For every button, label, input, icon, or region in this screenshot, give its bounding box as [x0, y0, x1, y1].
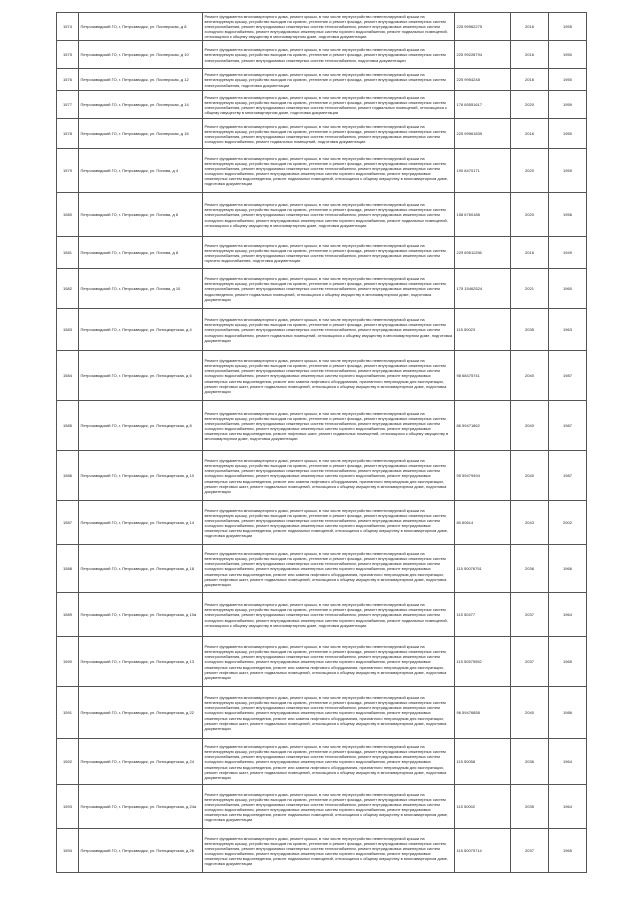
row-build-year: 1955	[549, 13, 587, 41]
row-address: Петрозаводский ГО, г. Петрозаводск, ул. Пятицкяртская, д 14	[79, 501, 203, 545]
row-build-year: 1987	[549, 401, 587, 451]
capital-repair-register-table	[56, 12, 587, 873]
row-address: Петрозаводский ГО, г. Петрозаводск, ул. Пятицкяртская, д 10а	[79, 593, 203, 637]
row-repair-year: 2040	[511, 351, 549, 401]
table-row	[57, 593, 587, 637]
row-build-year: 1950	[549, 41, 587, 69]
row-repair-year: 2016	[511, 13, 549, 41]
row-number: 1583	[57, 309, 79, 351]
row-cost: 80 60614	[455, 501, 511, 545]
row-number: 1585	[57, 401, 79, 451]
row-repair-year: 2020	[511, 193, 549, 237]
row-address: Петрозаводский ГО, г. Петрозаводск, ул. Пятицкяртская, д 24а	[79, 785, 203, 829]
row-works: Ремонт фундамента многоквартирного дома, ремонт крыши, в том числе переустройство невентилируемой крыши на вентилируемую крышу, устройство выходов на кровлю, утепление и ремонт фасада, ремонт внутридомовых инженерных систем электроснабжения, ремонт внутридомовых инженерных систем теплоснабжения, ремонт внутридомовых инженерных систем холодного водоснабжения, ремонт внутридомовых инженерных систем горячего водоснабжения, ремонт внутридомовых инженерных систем водоотведения, ремонт подвальных помещений, относящихся к общему имуществу в многоквартирном доме, подготовка документации	[203, 829, 455, 873]
row-cost: 98 68475741	[455, 351, 511, 401]
table-row	[57, 401, 587, 451]
row-repair-year: 2037	[511, 593, 549, 637]
row-build-year: 1987	[549, 351, 587, 401]
row-number: 1586	[57, 451, 79, 501]
row-works: Ремонт фундамента многоквартирного дома, ремонт крыши, в том числе переустройство невентилируемой крыши на вентилируемую крышу, устройство выходов на кровлю, утепление и ремонт фасада, ремонт внутридомовых инженерных систем электроснабжения, ремонт внутридомовых инженерных систем теплоснабжения, ремонт подвальных помещений, относящихся к общему имуществу в многоквартирном доме, подготовка документации	[203, 91, 455, 119]
table-row	[57, 309, 587, 351]
row-works: Ремонт фундамента многоквартирного дома, ремонт крыши, в том числе переустройство невентилируемой крыши на вентилируемую крышу, устройство выходов на кровлю, утепление и ремонт фасада, ремонт внутридомовых инженерных систем электроснабжения, ремонт внутридомовых инженерных систем теплоснабжения, ремонт внутридомовых инженерных систем водоотведения, ремонт подвальных помещений, относящихся к общему имуществу в многоквартирном доме, подготовка документации	[203, 269, 455, 309]
row-build-year: 1959	[549, 149, 587, 193]
row-address: Петрозаводский ГО, г. Петрозаводск, ул. Пионерская, д 12	[79, 69, 203, 91]
table-row	[57, 237, 587, 269]
row-number: 1594	[57, 829, 79, 873]
row-cost: 115 50075714	[455, 829, 511, 873]
row-build-year: 1965	[549, 829, 587, 873]
row-works: Ремонт фундамента многоквартирного дома, ремонт крыши, в том числе переустройство невентилируемой крыши на вентилируемую крышу, устройство выходов на кровлю, утепление и ремонт фасада, ремонт внутридомовых инженерных систем электроснабжения, ремонт внутридомовых инженерных систем теплоснабжения, ремонт внутридомовых инженерных систем горячего водоснабжения, подготовка документации	[203, 237, 455, 269]
row-cost: 115 50076751	[455, 545, 511, 593]
row-address: Петрозаводский ГО, г. Петрозаводск, ул. Пятицкяртская, д 13	[79, 637, 203, 687]
table-row	[57, 739, 587, 785]
row-build-year: 1949	[549, 237, 587, 269]
row-cost: 158 6760188	[455, 193, 511, 237]
row-address: Петрозаводский ГО, г. Петрозаводск, ул. Попова, д 4	[79, 149, 203, 193]
row-number: 1584	[57, 351, 79, 401]
row-cost: 115 50023	[455, 309, 511, 351]
table-row	[57, 785, 587, 829]
row-repair-year: 2036	[511, 739, 549, 785]
row-works: Ремонт фундамента многоквартирного дома, ремонт крыши, в том числе переустройство невентилируемой крыши на вентилируемую крышу, устройство выходов на кровлю, утепление и ремонт фасада, ремонт внутридомовых инженерных систем электроснабжения, ремонт внутридомовых инженерных систем теплоснабжения, ремонт внутридомовых инженерных систем холодного водоснабжения, ремонт внутридомовых инженерных систем горячего водоснабжения, ремонт внутридомовых инженерных систем водоотведения, ремонт подвальных помещений, относящихся к общему имуществу в многоквартирном доме, подготовка документации	[203, 501, 455, 545]
row-works: Ремонт фундамента многоквартирного дома, ремонт крыши, в том числе переустройство невентилируемой крыши на вентилируемую крышу, устройство выходов на кровлю, утепление и ремонт фасада, ремонт внутридомовых инженерных систем электроснабжения, ремонт внутридомовых инженерных систем теплоснабжения, ремонт внутридомовых инженерных систем холодного водоснабжения, ремонт внутридомовых инженерных систем горячего водоснабжения, ремонт внутридомовых инженерных систем водоотведения, ремонт или замена лифтового оборудования, признанного непригодным для эксплуатации, ремонт лифтовых шахт, ремонт подвальных помещений, относящихся к общему имуществу в многоквартирном доме, подготовка документации	[203, 687, 455, 739]
row-repair-year: 2040	[511, 401, 549, 451]
row-cost: 225 9954248	[455, 69, 511, 91]
row-build-year: 1964	[549, 785, 587, 829]
row-repair-year: 2040	[511, 451, 549, 501]
row-works: Ремонт фундамента многоквартирного дома, ремонт крыши, в том числе переустройство невентилируемой крыши на вентилируемую крышу, устройство выходов на кровлю, утепление и ремонт фасада, ремонт внутридомовых инженерных систем электроснабжения, ремонт внутридомовых инженерных систем теплоснабжения, ремонт внутридомовых инженерных систем холодного водоснабжения, ремонт внутридомовых инженерных систем горячего водоснабжения, ремонт внутридомовых инженерных систем водоотведения, ремонт подвальных помещений, относящихся к общему имуществу в многоквартирном доме, подготовка документации	[203, 785, 455, 829]
row-works: Ремонт фундамента многоквартирного дома, ремонт крыши, в том числе переустройство невентилируемой крыши на вентилируемую крышу, устройство выходов на кровлю, утепление и ремонт фасада, ремонт внутридомовых инженерных систем электроснабжения, ремонт внутридомовых инженерных систем теплоснабжения, ремонт внутридомовых инженерных систем холодного водоснабжения, ремонт внутридомовых инженерных систем горячего водоснабжения, ремонт внутридомовых инженерных систем водоотведения, ремонт или замена лифтового оборудования, признанного непригодным для эксплуатации, ремонт лифтовых шахт, ремонт подвальных помещений, относящихся к общему имуществу в многоквартирном доме, подготовка документации	[203, 637, 455, 687]
row-build-year: 1960	[549, 269, 587, 309]
row-cost: 115 50477	[455, 593, 511, 637]
table-row	[57, 91, 587, 119]
table-row	[57, 193, 587, 237]
row-number: 1581	[57, 237, 79, 269]
table-row	[57, 687, 587, 739]
row-works: Ремонт фундамента многоквартирного дома, ремонт крыши, в том числе переустройство невентилируемой крыши на вентилируемую крышу, устройство выходов на кровлю, утепление и ремонт фасада, ремонт внутридомовых инженерных систем электроснабжения, ремонт внутридомовых инженерных систем теплоснабжения, ремонт внутридомовых инженерных систем холодного водоснабжения, ремонт внутридомовых инженерных систем горячего водоснабжения, ремонт внутридомовых инженерных систем водоотведения, ремонт или замена лифтового оборудования, признанного непригодным для эксплуатации, ремонт лифтовых шахт, ремонт подвальных помещений, относящихся к общему имуществу в многоквартирном доме, подготовка документации	[203, 739, 455, 785]
row-repair-year: 2016	[511, 237, 549, 269]
row-number: 1577	[57, 91, 79, 119]
row-repair-year: 2036	[511, 545, 549, 593]
row-cost: 175 15462524	[455, 269, 511, 309]
table-row	[57, 41, 587, 69]
row-address: Петрозаводский ГО, г. Петрозаводск, ул. Пионерская, д 8	[79, 13, 203, 41]
table-row	[57, 351, 587, 401]
table-row	[57, 545, 587, 593]
row-address: Петрозаводский ГО, г. Петрозаводск, ул. Пятицкяртская, д 10	[79, 451, 203, 501]
row-build-year: 1987	[549, 451, 587, 501]
row-repair-year: 2037	[511, 829, 549, 873]
table-row	[57, 149, 587, 193]
row-repair-year: 2021	[511, 269, 549, 309]
row-repair-year: 2035	[511, 309, 549, 351]
row-build-year: 1964	[549, 739, 587, 785]
row-works: Ремонт фундамента многоквартирного дома, ремонт крыши, в том числе переустройство невентилируемой крыши на вентилируемую крышу, устройство выходов на кровлю, утепление и ремонт фасада, ремонт внутридомовых инженерных систем электроснабжения, ремонт внутридомовых инженерных систем теплоснабжения, ремонт внутридомовых инженерных систем холодного водоснабжения, ремонт подвальных помещений, относящихся к общему имуществу в многоквартирном доме, подготовка документации	[203, 309, 455, 351]
row-address: Петрозаводский ГО, г. Петрозаводск, ул. Пятицкяртская, д 22	[79, 687, 203, 739]
table-row	[57, 269, 587, 309]
row-build-year: 1986	[549, 687, 587, 739]
row-cost: 115 50002	[455, 785, 511, 829]
row-cost: 225 99561835	[455, 119, 511, 149]
row-repair-year: 2020	[511, 91, 549, 119]
table-row	[57, 637, 587, 687]
row-build-year: 1965	[549, 637, 587, 687]
row-number: 1580	[57, 193, 79, 237]
table-row	[57, 13, 587, 41]
row-address: Петрозаводский ГО, г. Петрозаводск, ул. Попова, д 10	[79, 269, 203, 309]
register-body	[57, 13, 587, 873]
row-build-year: 1956	[549, 193, 587, 237]
table-row	[57, 501, 587, 545]
row-works: Ремонт фундамента многоквартирного дома, ремонт крыши, в том числе переустройство невентилируемой крыши на вентилируемую крышу, устройство выходов на кровлю, утепление и ремонт фасада, ремонт внутридомовых инженерных систем электроснабжения, ремонт внутридомовых инженерных систем теплоснабжения, ремонт внутридомовых инженерных систем холодного водоснабжения, ремонт внутридомовых инженерных систем горячего водоснабжения, ремонт внутридомовых инженерных систем водоотведения, ремонт подвальных помещений, относящихся к общему имуществу в многоквартирном доме, подготовка документации	[203, 149, 455, 193]
row-build-year: 1966	[549, 545, 587, 593]
row-number: 1588	[57, 545, 79, 593]
row-works: Ремонт фундамента многоквартирного дома, ремонт крыши, в том числе переустройство невентилируемой крыши на вентилируемую крышу, устройство выходов на кровлю, утепление и ремонт фасада, ремонт внутридомовых инженерных систем электроснабжения, ремонт внутридомовых инженерных систем теплоснабжения, ремонт внутридомовых инженерных систем холодного водоснабжения, ремонт внутридомовых инженерных систем горячего водоснабжения, ремонт подвальных помещений, относящихся к общему имуществу в многоквартирном доме, подготовка документации	[203, 593, 455, 637]
row-address: Петрозаводский ГО, г. Петрозаводск, ул. Пятицкяртская, д 6	[79, 351, 203, 401]
row-works: Ремонт фундамента многоквартирного дома, ремонт крыши, в том числе переустройство невентилируемой крыши на вентилируемую крышу, устройство выходов на кровлю, утепление и ремонт фасада, ремонт внутридомовых инженерных систем электроснабжения, ремонт внутридомовых инженерных систем теплоснабжения, ремонт внутридомовых инженерных систем холодного водоснабжения, ремонт внутридомовых инженерных систем горячего водоснабжения, ремонт внутридомовых инженерных систем водоотведения, ремонт или замена лифтового оборудования, признанного непригодным для эксплуатации, ремонт лифтовых шахт, ремонт подвальных помещений, относящихся к общему имуществу в многоквартирном доме, подготовка документации	[203, 451, 455, 501]
row-address: Петрозаводский ГО, г. Петрозаводск, ул. Пионерская, д 10	[79, 41, 203, 69]
row-address: Петрозаводский ГО, г. Петрозаводск, ул. Попова, д 8	[79, 237, 203, 269]
row-address: Петрозаводский ГО, г. Петрозаводск, ул. Пятицкяртская, д 8	[79, 401, 203, 451]
row-works: Ремонт фундамента многоквартирного дома, ремонт крыши, в том числе переустройство невентилируемой крыши на вентилируемую крышу, устройство выходов на кровлю, утепление и ремонт фасада, ремонт внутридомовых инженерных систем электроснабжения, ремонт внутридомовых инженерных систем теплоснабжения, ремонт внутридомовых инженерных систем холодного водоснабжения, ремонт подвальных помещений, подготовка документации	[203, 119, 455, 149]
row-address: Петрозаводский ГО, г. Петрозаводск, ул. Пятицкяртская, д 18	[79, 545, 203, 593]
row-cost: 86 59471862	[455, 401, 511, 451]
row-address: Петрозаводский ГО, г. Петрозаводск, ул. Попова, д 6	[79, 193, 203, 237]
row-works: Ремонт фундамента многоквартирного дома, ремонт крыши, в том числе переустройство невентилируемой крыши на вентилируемую крышу, устройство выходов на кровлю, утепление и ремонт фасада, ремонт внутридомовых инженерных систем электроснабжения, ремонт внутридомовых инженерных систем теплоснабжения, ремонт внутридомовых инженерных систем холодного водоснабжения, ремонт внутридомовых инженерных систем горячего водоснабжения, ремонт внутридомовых инженерных систем водоотведения, ремонт или замена лифтового оборудования, признанного непригодным для эксплуатации, ремонт лифтовых шахт, ремонт подвальных помещений, относящихся к общему имуществу в многоквартирном доме, подготовка документации	[203, 545, 455, 593]
row-build-year: 2002	[549, 501, 587, 545]
row-number: 1587	[57, 501, 79, 545]
row-address: Петрозаводский ГО, г. Петрозаводск, ул. Пионерская, д 16	[79, 119, 203, 149]
row-build-year: 1950	[549, 119, 587, 149]
row-cost: 95 59479494	[455, 451, 511, 501]
row-number: 1590	[57, 637, 79, 687]
row-repair-year: 2035	[511, 785, 549, 829]
row-repair-year: 2016	[511, 41, 549, 69]
row-number: 1582	[57, 269, 79, 309]
row-cost: 176 65551617	[455, 91, 511, 119]
row-works: Ремонт фундамента многоквартирного дома, ремонт крыши, в том числе переустройство невентилируемой крыши на вентилируемую крышу, устройство выходов на кровлю, утепление и ремонт фасада, ремонт внутридомовых инженерных систем электроснабжения, ремонт внутридомовых инженерных систем теплоснабжения, ремонт внутридомовых инженерных систем холодного водоснабжения, ремонт внутридомовых инженерных систем горячего водоснабжения, ремонт внутридомовых инженерных систем водоотведения, ремонт лифтовых шахт, ремонт подвальных помещений, относящихся к общему имуществу в многоквартирном доме, подготовка документации	[203, 401, 455, 451]
row-cost: 229 69511256	[455, 237, 511, 269]
row-number: 1591	[57, 687, 79, 739]
row-works: Ремонт фундамента многоквартирного дома, ремонт крыши, в том числе переустройство невентилируемой крыши на вентилируемую крышу, устройство выходов на кровлю, утепление и ремонт фасада, ремонт внутридомовых инженерных систем электроснабжения, ремонт внутридомовых инженерных систем теплоснабжения, подготовка документации	[203, 41, 455, 69]
row-repair-year: 2037	[511, 637, 549, 687]
row-works: Ремонт фундамента многоквартирного дома, ремонт крыши, в том числе переустройство невентилируемой крыши на вентилируемую крышу, устройство выходов на кровлю, утепление и ремонт фасада, ремонт внутридомовых инженерных систем электроснабжения, ремонт внутридомовых инженерных систем теплоснабжения, ремонт внутридомовых инженерных систем холодного водоснабжения, ремонт внутридомовых инженерных систем горячего водоснабжения, ремонт внутридомовых инженерных систем водоотведения, ремонт или замена лифтового оборудования, признанного непригодным для эксплуатации, ремонт лифтовых шахт, ремонт подвальных помещений, относящихся к общему имуществу в многоквартирном доме, подготовка документации	[203, 351, 455, 401]
row-cost: 115 50575952	[455, 637, 511, 687]
row-number: 1579	[57, 149, 79, 193]
table-row	[57, 451, 587, 501]
row-repair-year: 2016	[511, 119, 549, 149]
row-number: 1575	[57, 41, 79, 69]
row-repair-year: 2040	[511, 687, 549, 739]
row-works: Ремонт фундамента многоквартирного дома, ремонт крыши, в том числе переустройство невентилируемой крыши на вентилируемую крышу, устройство выходов на кровлю, утепление и ремонт фасада, ремонт внутридомовых инженерных систем электроснабжения, ремонт внутридомовых инженерных систем теплоснабжения, ремонт внутридомовых инженерных систем холодного водоснабжения, ремонт внутридомовых инженерных систем горячего водоснабжения, ремонт подвальных помещений, относящихся к общему имуществу в многоквартирном доме, подготовка документации	[203, 13, 455, 41]
row-works: Ремонт фундамента многоквартирного дома, ремонт крыши, в том числе переустройство невентилируемой крыши на вентилируемую крышу, устройство выходов на кровлю, утепление и ремонт фасада, ремонт внутридомовых инженерных систем электроснабжения, ремонт внутридомовых инженерных систем теплоснабжения, ремонт внутридомовых инженерных систем холодного водоснабжения, ремонт внутридомовых инженерных систем горячего водоснабжения, ремонт подвальных помещений, относящихся к общему имуществу в многоквартирном доме, подготовка документации	[203, 193, 455, 237]
row-repair-year: 2020	[511, 149, 549, 193]
row-build-year: 1950	[549, 69, 587, 91]
row-repair-year: 2016	[511, 69, 549, 91]
row-number: 1576	[57, 69, 79, 91]
row-repair-year: 2043	[511, 501, 549, 545]
row-cost: 225 99228794	[455, 41, 511, 69]
row-build-year: 1959	[549, 91, 587, 119]
row-address: Петрозаводский ГО, г. Петрозаводск, ул. Пионерская, д 14	[79, 91, 203, 119]
row-number: 1574	[57, 13, 79, 41]
row-number: 1578	[57, 119, 79, 149]
row-cost: 225 99962275	[455, 13, 511, 41]
table-row	[57, 119, 587, 149]
row-build-year: 1964	[549, 593, 587, 637]
row-number: 1589	[57, 593, 79, 637]
row-cost: 115 50058	[455, 739, 511, 785]
row-cost: 190 8470171	[455, 149, 511, 193]
row-build-year: 1963	[549, 309, 587, 351]
row-cost: 96 59476858	[455, 687, 511, 739]
row-number: 1593	[57, 785, 79, 829]
table-row	[57, 829, 587, 873]
row-address: Петрозаводский ГО, г. Петрозаводск, ул. Пятицкяртская, д 24	[79, 739, 203, 785]
row-works: Ремонт фундамента многоквартирного дома, ремонт крыши, в том числе переустройство невентилируемой крыши на вентилируемую крышу, устройство выходов на кровлю, утепление и ремонт фасада, ремонт внутридомовых инженерных систем электроснабжения, подготовка документации	[203, 69, 455, 91]
row-number: 1592	[57, 739, 79, 785]
row-address: Петрозаводский ГО, г. Петрозаводск, ул. Пятицкяртская, д 4	[79, 309, 203, 351]
table-row	[57, 69, 587, 91]
row-address: Петрозаводский ГО, г. Петрозаводск, ул. Пятицкяртская, д 26	[79, 829, 203, 873]
